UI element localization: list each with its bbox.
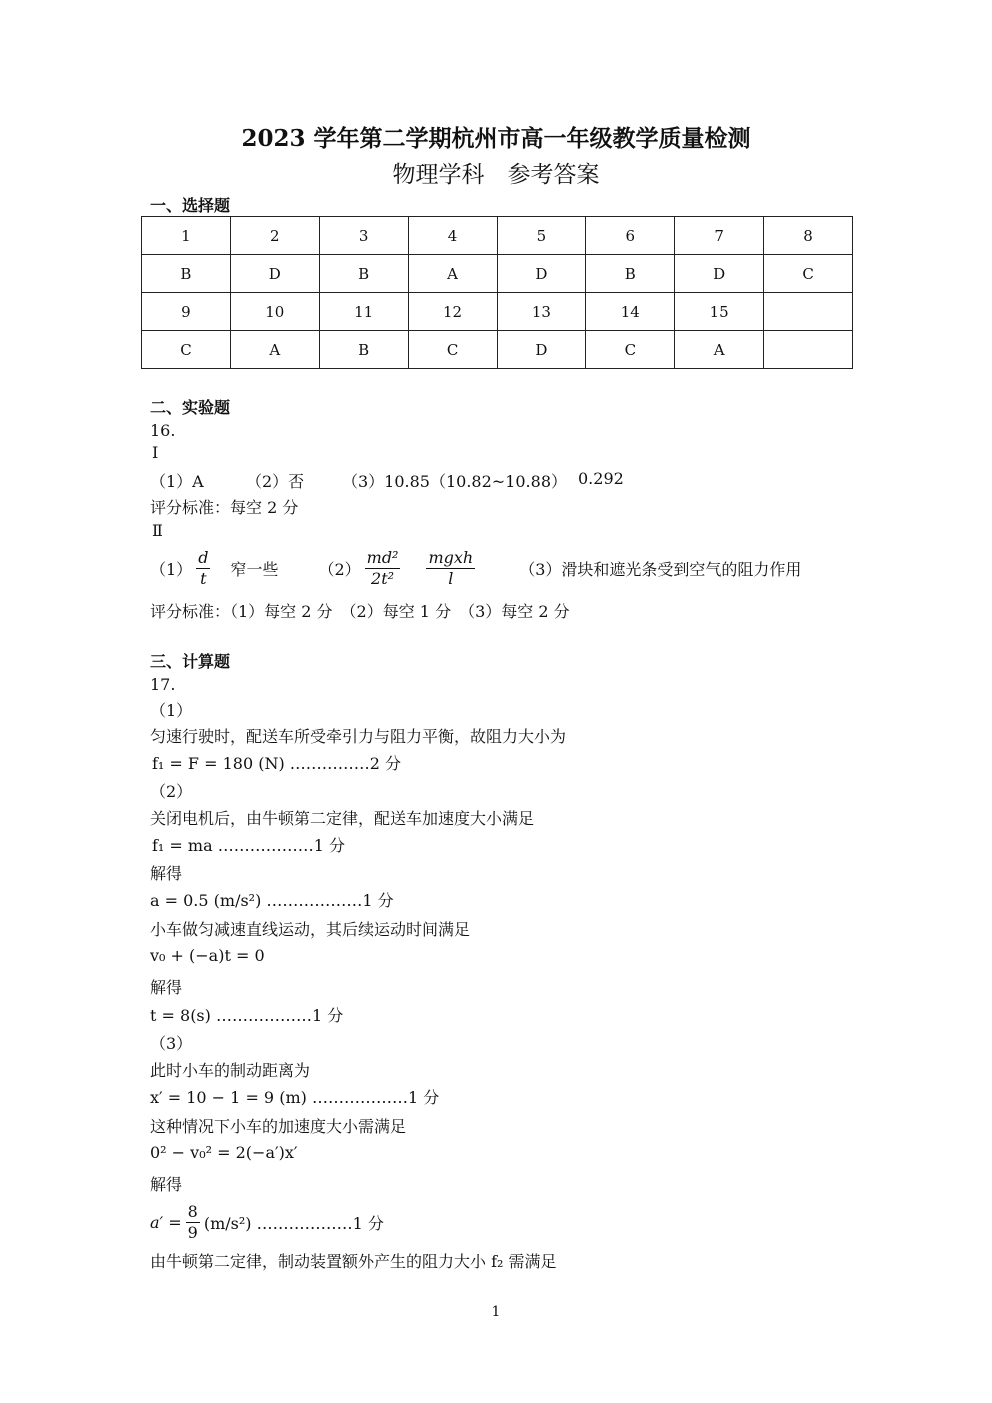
table-cell: C: [586, 331, 675, 369]
accel-result-line: [150, 1199, 384, 1245]
table-row: [142, 255, 853, 293]
solution-line: x′ = 10 − 1 = 9 (m) ………………1 分: [150, 1088, 440, 1107]
table-cell: [764, 293, 853, 331]
answer-16-1-1: （1）A: [150, 472, 204, 491]
table-row: [142, 331, 853, 369]
section-heading-calculation: 三、计算题: [150, 652, 231, 671]
table-cell: D: [230, 255, 319, 293]
accel-prefix: a′ =: [150, 1212, 182, 1232]
table-row: [142, 293, 853, 331]
answer-16-2-3: （3）滑块和遮光条受到空气的阻力作用: [519, 559, 802, 579]
table-cell: B: [586, 255, 675, 293]
table-cell: D: [497, 255, 586, 293]
page-number: 1: [491, 1304, 501, 1320]
solution-line: v₀ + (−a)t = 0: [150, 946, 265, 965]
solution-line: 这种情况下小车的加速度大小需满足: [150, 1117, 407, 1136]
solution-line: 解得: [150, 978, 183, 997]
table-cell: 9: [142, 293, 231, 331]
document-subtitle: 物理学科 参考答案: [392, 162, 600, 188]
table-cell: 3: [319, 217, 408, 255]
solution-line: 解得: [150, 864, 183, 883]
table-cell: 8: [764, 217, 853, 255]
table-cell: C: [764, 255, 853, 293]
solution-line: a = 0.5 (m/s²) ………………1 分: [150, 891, 394, 910]
solution-line: 0² − v₀² = 2(−a′)x′: [150, 1143, 298, 1162]
solution-line: 关闭电机后，由牛顿第二定律，配送车加速度大小满足: [150, 809, 535, 828]
document-title: 2023 学年第二学期杭州市高一年级教学质量检测: [241, 125, 751, 152]
table-cell: A: [230, 331, 319, 369]
answer-16-2-1-text: 窄一些: [230, 559, 279, 579]
part-label-1: Ⅰ: [152, 443, 159, 462]
answer-16-2-row: [150, 545, 801, 591]
answer-16-1-2: （2）否: [246, 472, 305, 491]
solution-line: （1）: [150, 701, 193, 720]
table-cell: 14: [586, 293, 675, 331]
solution-line: f₁ = F = 180 (N) ……………2 分: [152, 754, 402, 773]
answer-16-1-3: （3）10.85（10.82~10.88）: [342, 472, 568, 491]
question-number-16: 16.: [150, 421, 176, 440]
fraction-md2-over-2t2: $\frac{\text{md²}}{\text{2t²}}$: [366, 547, 399, 588]
table-cell: 5: [497, 217, 586, 255]
answer-16-2-2-label: （2）: [318, 559, 361, 579]
table-cell: 4: [408, 217, 497, 255]
table-row: [142, 217, 853, 255]
accel-suffix: (m/s²) ………………1 分: [203, 1213, 384, 1233]
table-cell: B: [319, 331, 408, 369]
section-heading-choice: 一、选择题: [150, 196, 231, 215]
solution-line: 此时小车的制动距离为: [150, 1061, 311, 1080]
solution-line: 匀速行驶时，配送车所受牵引力与阻力平衡，故阻力大小为: [150, 727, 567, 746]
answer-table: [141, 216, 853, 369]
part-label-2: Ⅱ: [152, 521, 163, 540]
table-cell: C: [142, 331, 231, 369]
table-cell: D: [497, 331, 586, 369]
table-cell: A: [675, 331, 764, 369]
solution-line: t = 8(s) ………………1 分: [150, 1006, 344, 1025]
solution-line: 解得: [150, 1175, 183, 1194]
table-cell: 13: [497, 293, 586, 331]
table-cell: A: [408, 255, 497, 293]
table-cell: 1: [142, 217, 231, 255]
last-line: 由牛顿第二定律，制动装置额外产生的阻力大小 f₂ 需满足: [150, 1252, 557, 1271]
solution-line: （3）: [150, 1034, 193, 1053]
table-cell: 12: [408, 293, 497, 331]
table-cell: 15: [675, 293, 764, 331]
scoring-16-1: 评分标准：每空 2 分: [150, 498, 299, 517]
table-cell: [764, 331, 853, 369]
question-number-17: 17.: [150, 675, 176, 694]
solution-line: 小车做匀减速直线运动，其后续运动时间满足: [150, 920, 471, 939]
fraction-8-over-9: $\frac{8}{9}$: [187, 1201, 198, 1242]
table-cell: 10: [230, 293, 319, 331]
table-cell: 2: [230, 217, 319, 255]
answer-16-1-4: 0.292: [578, 469, 624, 488]
solution-line: （2）: [150, 782, 193, 801]
table-cell: B: [142, 255, 231, 293]
table-cell: C: [408, 331, 497, 369]
table-cell: 11: [319, 293, 408, 331]
fraction-d-over-t: $\frac{d}{t}$: [198, 547, 209, 588]
table-cell: 6: [586, 217, 675, 255]
table-cell: B: [319, 255, 408, 293]
scoring-16-2: 评分标准：（1）每空 2 分 （2）每空 1 分 （3）每空 2 分: [150, 602, 570, 621]
table-cell: D: [675, 255, 764, 293]
answer-16-2-1-label: （1）: [150, 559, 193, 579]
section-heading-experiment: 二、实验题: [150, 398, 231, 417]
solution-line: f₁ = ma ………………1 分: [152, 836, 345, 855]
fraction-mgxh-over-l: $\frac{\text{mgxh}}{l}$: [428, 547, 474, 588]
table-cell: 7: [675, 217, 764, 255]
